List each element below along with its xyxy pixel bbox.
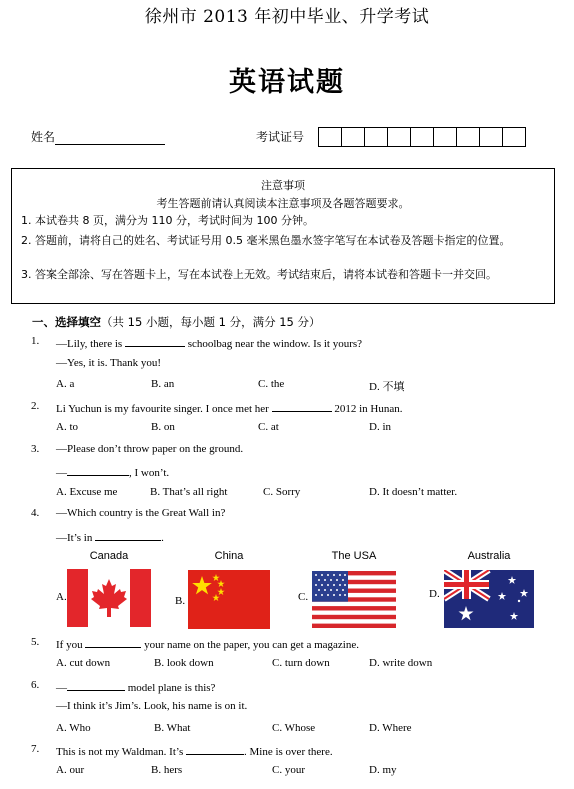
notice-item: 3. 答案全部涂、写在答题卡上，写在本试卷上无效。考试结束后，请将本试卷和答题卡一并交回。 <box>21 268 497 281</box>
option-d[interactable]: D. <box>429 588 440 600</box>
question-6-stem <box>56 679 215 694</box>
stem-text: —Lily, there is <box>56 338 123 350</box>
stem-text: , I won’t. <box>129 467 170 479</box>
question-number: 2. <box>31 400 40 412</box>
digit-box[interactable] <box>365 127 388 147</box>
option-b[interactable]: B. What <box>154 722 191 734</box>
digit-box[interactable] <box>457 127 480 147</box>
option-c[interactable]: C. Whose <box>272 722 316 734</box>
option-b[interactable]: B. <box>175 595 186 607</box>
option-d[interactable]: D. 不填 <box>369 381 405 393</box>
option-d[interactable]: D. write down <box>369 657 433 669</box>
question-4-stem: —Which country is the Great Wall in? <box>56 507 226 519</box>
china-flag-icon[interactable] <box>188 570 270 629</box>
stem-text: . Mine is over there. <box>244 746 333 758</box>
stem-text: model plane is this? <box>127 682 216 694</box>
answer-blank[interactable] <box>125 335 185 347</box>
option-c[interactable]: C. at <box>258 421 279 433</box>
answer-blank[interactable] <box>67 464 129 476</box>
option-a[interactable]: A. <box>56 591 67 603</box>
question-3-stem: —Please don’t throw paper on the ground. <box>56 443 244 455</box>
exam-header: 徐州市 2013 年初中毕业、升学考试 <box>144 7 430 27</box>
option-a[interactable]: A. Excuse me <box>56 486 118 498</box>
option-b[interactable]: B. on <box>151 421 175 433</box>
notice-item: 2. 答题前，请将自己的姓名、考试证号用 0.5 毫米黑色墨水签字笔写在本试卷及答题卡指定的位置。 <box>21 234 511 247</box>
page-title: 英语试题 <box>229 67 345 98</box>
notice-item: 1. 本试卷共 8 页，满分为 110 分，考试时间为 100 分钟。 <box>21 214 314 227</box>
answer-blank[interactable] <box>85 636 141 648</box>
option-d[interactable]: D. It doesn’t matter. <box>369 486 458 498</box>
option-a[interactable]: A. to <box>56 421 78 433</box>
australia-flag-icon[interactable] <box>444 570 534 628</box>
stem-text: schoolbag near the window. Is it yours? <box>187 338 363 350</box>
flag-label-canada: Canada <box>89 550 129 562</box>
usa-flag-icon[interactable] <box>312 571 396 628</box>
question-number: 1. <box>31 335 40 347</box>
option-b[interactable]: B. an <box>151 378 175 390</box>
question-number: 6. <box>31 679 40 691</box>
digit-box[interactable] <box>388 127 411 147</box>
flag-label-usa: The USA <box>331 550 377 562</box>
digit-box[interactable] <box>318 127 342 147</box>
stem-text: Li Yuchun is my favourite singer. I once met her <box>56 403 269 415</box>
question-3-response <box>56 464 169 479</box>
stem-text: your name on the paper, you can get a magazine. <box>144 639 359 651</box>
option-c[interactable]: C. Sorry <box>263 486 301 498</box>
digit-box[interactable] <box>503 127 526 147</box>
name-field[interactable] <box>31 128 165 145</box>
question-number: 7. <box>31 743 40 755</box>
option-b[interactable]: B. That’s all right <box>150 486 228 498</box>
question-number: 5. <box>31 636 40 648</box>
stem-text: If you <box>56 639 83 651</box>
answer-blank[interactable] <box>272 400 332 412</box>
stem-text: — <box>56 467 67 479</box>
option-c[interactable]: C. your <box>272 764 305 776</box>
digit-box[interactable] <box>411 127 434 147</box>
stem-text: —It’s in <box>56 532 93 544</box>
stem-text: — <box>56 682 67 694</box>
option-a[interactable]: A. Who <box>56 722 91 734</box>
option-a[interactable]: A. a <box>56 378 75 390</box>
digit-box[interactable] <box>434 127 457 147</box>
question-5-stem <box>56 636 359 651</box>
question-7-stem <box>56 743 333 758</box>
stem-text: 2012 in Hunan. <box>334 403 403 415</box>
digit-box[interactable] <box>480 127 503 147</box>
question-1-response: —Yes, it is. Thank you! <box>56 357 162 369</box>
flag-label-australia: Australia <box>467 550 511 562</box>
option-d[interactable]: D. in <box>369 421 391 433</box>
stem-text: This is not my Waldman. It’s <box>56 746 184 758</box>
notice-title: 注意事项 <box>261 179 305 192</box>
question-4-response <box>56 529 164 544</box>
name-blank[interactable] <box>55 130 165 145</box>
section-heading <box>32 314 321 330</box>
option-b[interactable]: B. look down <box>154 657 214 669</box>
exam-no-label: 考试证号 <box>256 130 305 144</box>
notice-box <box>11 168 555 304</box>
answer-blank[interactable] <box>186 743 244 755</box>
option-d[interactable]: D. my <box>369 764 397 776</box>
option-a[interactable]: A. our <box>56 764 85 776</box>
option-a[interactable]: A. cut down <box>56 657 111 669</box>
answer-blank[interactable] <box>67 679 125 691</box>
exam-no-boxes[interactable] <box>318 127 526 147</box>
flag-label-china: China <box>214 550 244 562</box>
question-1-stem <box>56 335 362 350</box>
answer-blank[interactable] <box>95 529 161 541</box>
question-number: 4. <box>31 507 40 519</box>
name-label: 姓名 <box>31 130 56 144</box>
section-note: （共 15 小题，每小题 1 分，满分 15 分） <box>101 315 321 329</box>
digit-box[interactable] <box>342 127 365 147</box>
question-2-stem <box>56 400 402 415</box>
stem-text: . <box>161 532 164 544</box>
option-b[interactable]: B. hers <box>151 764 183 776</box>
notice-subtitle: 考生答题前请认真阅读本注意事项及各题答题要求。 <box>156 197 410 210</box>
option-c[interactable]: C. <box>298 591 309 603</box>
canada-flag-icon[interactable] <box>67 569 151 627</box>
question-6-response: —I think it’s Jim’s. Look, his name is on it. <box>56 700 248 712</box>
option-c[interactable]: C. turn down <box>272 657 330 669</box>
option-d[interactable]: D. Where <box>369 722 412 734</box>
section-title: 一、选择填空 <box>32 315 101 329</box>
option-c[interactable]: C. the <box>258 378 285 390</box>
question-number: 3. <box>31 443 40 455</box>
